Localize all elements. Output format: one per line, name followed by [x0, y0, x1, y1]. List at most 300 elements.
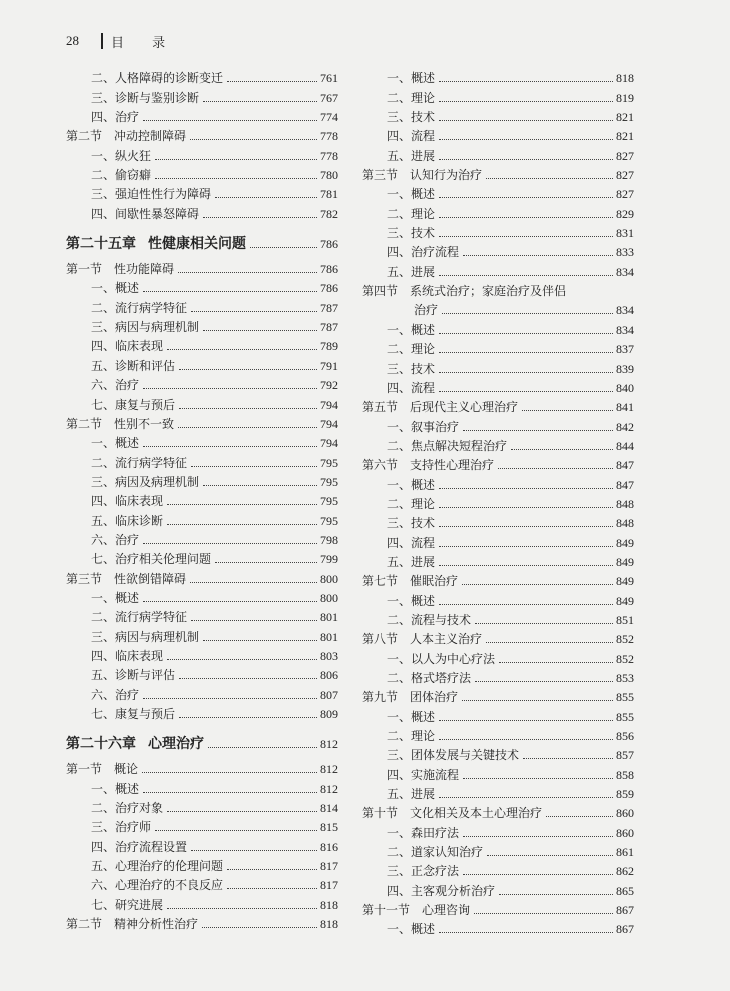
toc-entry-title	[66, 262, 175, 276]
toc-page-number: 814	[320, 801, 338, 816]
toc-item	[66, 431, 338, 450]
toc-item	[362, 259, 634, 278]
dot-leader	[143, 388, 317, 389]
toc-entry-title	[66, 533, 140, 547]
toc-entry-title	[362, 342, 436, 356]
toc-entry-title	[362, 323, 436, 337]
toc-entry-title	[66, 398, 176, 412]
dot-leader	[475, 681, 613, 682]
header-title: 目 录	[111, 35, 178, 51]
toc-entry-title	[66, 320, 200, 334]
dot-leader	[143, 120, 317, 121]
toc-page-number: 798	[320, 532, 338, 547]
toc-entry-title	[362, 381, 436, 395]
dot-leader	[190, 139, 317, 140]
toc-entry-title	[66, 129, 187, 143]
dot-leader	[439, 101, 613, 102]
toc-section	[362, 163, 634, 182]
toc-page-number: 821	[616, 110, 634, 125]
toc-page-number: 799	[320, 552, 338, 567]
toc-entry-label: 第十节	[362, 806, 399, 821]
toc-entry-text: 二、理论	[387, 90, 436, 105]
toc-page-number: 821	[616, 129, 634, 144]
dot-leader	[142, 772, 317, 773]
toc-item	[362, 85, 634, 104]
toc-page-number: 791	[320, 358, 338, 373]
toc-entry-label: 第二节	[66, 917, 103, 932]
toc-entry-title	[66, 456, 188, 470]
toc-entry-text: 三、团体发展与关键技术	[387, 748, 520, 763]
toc-entry-text: 三、诊断与鉴别诊断	[91, 90, 200, 105]
toc-page-number: 812	[320, 762, 338, 777]
toc-entry-text: 认知行为治疗	[410, 168, 483, 183]
toc-entry-text: 一、概述	[387, 709, 436, 724]
dot-leader	[439, 546, 613, 547]
toc-entry-text: 四、流程	[387, 535, 436, 550]
toc-item	[66, 276, 338, 295]
toc-entry-title	[66, 494, 164, 508]
toc-page-number: 831	[616, 226, 634, 241]
dot-leader	[439, 604, 613, 605]
toc-entry-title	[362, 168, 483, 182]
toc-entry-label: 第二节	[66, 416, 103, 431]
toc-entry-text: 团体治疗	[410, 690, 459, 705]
toc-entry-label: 第一节	[66, 762, 103, 777]
toc-entry-text: 一、概述	[91, 590, 140, 605]
toc-entry-text: 一、概述	[387, 187, 436, 202]
toc-entry-title	[66, 820, 152, 834]
dot-leader	[522, 410, 613, 411]
dot-leader	[523, 758, 613, 759]
dot-leader	[167, 524, 317, 525]
toc-page-number: 794	[320, 436, 338, 451]
toc-entry-label: 第三节	[362, 168, 399, 183]
toc-item	[362, 221, 634, 240]
toc-page-number: 849	[616, 593, 634, 608]
toc-entry-title	[362, 690, 459, 704]
dot-leader	[487, 855, 613, 856]
dot-leader	[511, 449, 613, 450]
toc-section	[362, 298, 634, 317]
toc-item	[66, 334, 338, 353]
toc-entry-text: 三、治疗师	[91, 820, 152, 835]
toc-entry-text: 心理治疗	[148, 736, 204, 752]
toc-item	[362, 356, 634, 375]
dot-leader	[439, 275, 613, 276]
toc-entry-title	[362, 536, 436, 550]
toc-entry-text: 二、流程与技术	[387, 612, 472, 627]
toc-entry-text: 冲动控制障碍	[114, 129, 187, 144]
dot-leader	[143, 698, 317, 699]
dot-leader	[179, 678, 317, 679]
toc-entry-text: 六、治疗	[91, 532, 140, 547]
toc-page-number: 827	[616, 187, 634, 202]
toc-entry-text: 一、概述	[387, 593, 436, 608]
toc-item	[66, 470, 338, 489]
toc-entry-label: 第一节	[66, 262, 103, 277]
toc-entry-title	[66, 207, 200, 221]
dot-leader	[499, 662, 613, 663]
toc-page-number: 801	[320, 629, 338, 644]
toc-page-number: 767	[320, 90, 338, 105]
toc-entry-text: 六、治疗	[91, 378, 140, 393]
dot-leader	[439, 391, 613, 392]
toc-page-number: 851	[616, 612, 634, 627]
page-number: 28	[66, 33, 79, 48]
toc-item	[66, 315, 338, 334]
toc-item	[362, 337, 634, 356]
dot-leader	[191, 850, 317, 851]
toc-item	[66, 143, 338, 162]
toc-entry-title	[362, 516, 436, 530]
toc-page-number: 855	[616, 690, 634, 705]
dot-leader	[439, 932, 613, 933]
toc-item	[66, 873, 338, 892]
toc-page-number: 829	[616, 206, 634, 221]
toc-item	[362, 704, 634, 723]
toc-entry-title	[66, 668, 176, 682]
dot-leader	[546, 816, 613, 817]
dot-leader	[191, 311, 317, 312]
toc-entry-title	[362, 129, 436, 143]
toc-item	[362, 782, 634, 801]
dot-leader	[203, 330, 317, 331]
dot-leader	[179, 369, 317, 370]
toc-entry-text: 五、进展	[387, 264, 436, 279]
toc-item	[362, 143, 634, 162]
toc-entry-text: 一、概述	[91, 281, 140, 296]
dot-leader	[439, 720, 613, 721]
dot-leader	[167, 908, 317, 909]
toc-page-number: 812	[320, 737, 338, 751]
toc-entry-title	[66, 110, 140, 124]
toc-page-number: 818	[616, 71, 634, 86]
toc-entry-title	[362, 613, 472, 627]
toc-page-number: 853	[616, 671, 634, 685]
toc-entry-text: 三、技术	[387, 110, 436, 125]
toc-entry-text: 人本主义治疗	[410, 632, 483, 647]
toc-entry-title	[66, 281, 140, 295]
toc-entry-title	[66, 237, 247, 251]
toc-page-number: 786	[320, 281, 338, 296]
toc-item	[362, 743, 634, 762]
toc-entry-text: 一、概述	[91, 781, 140, 796]
dot-leader	[462, 584, 613, 585]
dot-leader	[190, 582, 317, 583]
toc-entry-title	[362, 71, 436, 85]
toc-item	[362, 646, 634, 665]
dot-leader	[498, 468, 613, 469]
toc-entry-title	[362, 284, 567, 298]
toc-item	[66, 624, 338, 643]
toc-entry-text: 三、技术	[387, 226, 436, 241]
toc-item	[66, 586, 338, 605]
toc-entry-text: 精神分析性治疗	[114, 917, 199, 932]
toc-entry-title	[66, 782, 140, 796]
toc-entry-text: 五、临床诊断	[91, 513, 164, 528]
toc-item	[362, 472, 634, 491]
toc-page-number: 862	[616, 864, 634, 879]
toc-section	[66, 566, 338, 585]
toc-item	[66, 547, 338, 566]
toc-entry-title	[66, 917, 199, 931]
toc-entry-text: 支持性心理治疗	[410, 458, 495, 473]
toc-item	[362, 317, 634, 336]
header-divider	[101, 33, 103, 49]
dot-leader	[439, 333, 613, 334]
page-header	[66, 30, 177, 52]
toc-page-number: 834	[616, 303, 634, 318]
toc-entry-title	[362, 149, 436, 163]
toc-entry-text: 五、进展	[387, 148, 436, 163]
dot-leader	[215, 197, 317, 198]
dot-leader	[486, 178, 613, 179]
toc-entry-text: 四、主客观分析治疗	[387, 883, 496, 898]
dot-leader	[475, 623, 613, 624]
toc-entry-title	[66, 378, 140, 392]
dot-leader	[178, 427, 317, 428]
dot-leader	[167, 659, 317, 660]
toc-page-number: 834	[616, 264, 634, 279]
toc-item	[66, 182, 338, 201]
toc-page-number: 848	[616, 496, 634, 511]
dot-leader	[463, 778, 613, 779]
dot-leader	[203, 485, 317, 486]
toc-entry-title	[362, 652, 496, 666]
toc-item	[362, 414, 634, 433]
toc-entry-title	[362, 91, 436, 105]
toc-entry-label: 第二十五章	[66, 235, 136, 252]
dot-leader	[143, 446, 317, 447]
toc-entry-title	[66, 168, 152, 182]
dot-leader	[155, 830, 317, 831]
toc-entry-title	[66, 630, 200, 644]
toc-page-number: 809	[320, 707, 338, 721]
dot-leader	[439, 352, 613, 353]
toc-entry-text: 四、流程	[387, 129, 436, 144]
toc-entry-text: 三、技术	[387, 516, 436, 531]
toc-item	[362, 762, 634, 781]
toc-entry-title	[66, 436, 140, 450]
toc-page-number: 859	[616, 787, 634, 802]
toc-entry-text: 性欲倒错障碍	[114, 571, 187, 586]
toc-page-number: 852	[616, 632, 634, 647]
toc-item	[362, 434, 634, 453]
toc-page-number: 860	[616, 806, 634, 821]
toc-entry-text: 二、流行病学特征	[91, 455, 188, 470]
toc-entry-title	[362, 265, 436, 279]
toc-entry-text: 性功能障碍	[114, 262, 175, 277]
toc-page-number: 789	[320, 339, 338, 354]
toc-entry-label: 第三节	[66, 571, 103, 586]
toc-entry-title	[362, 787, 436, 801]
toc-page-number: 867	[616, 922, 634, 937]
toc-section	[66, 124, 338, 143]
toc-column-left	[66, 66, 338, 931]
toc-item	[362, 840, 634, 859]
toc-page-number: 852	[616, 651, 634, 666]
toc-entry-text: 系统式治疗；家庭治疗及伴侣	[410, 284, 567, 299]
toc-section	[362, 685, 634, 704]
toc-entry-title	[66, 898, 164, 912]
toc-entry-text: 二、焦点解决短程治疗	[387, 438, 508, 453]
toc-item	[362, 666, 634, 685]
toc-item	[362, 724, 634, 743]
toc-page-number: 795	[320, 494, 338, 509]
dot-leader	[463, 874, 613, 875]
toc-entry-text: 一、概述	[91, 436, 140, 451]
toc-entry-text: 四、治疗流程设置	[91, 839, 188, 854]
dot-leader	[143, 601, 317, 602]
toc-section	[362, 395, 634, 414]
toc-entry-text: 四、间歇性暴怒障碍	[91, 206, 200, 221]
toc-entry-title	[362, 864, 460, 878]
dot-leader	[463, 255, 613, 256]
toc-entry-text: 二、治疗对象	[91, 801, 164, 816]
toc-entry-title	[362, 594, 436, 608]
toc-item	[362, 530, 634, 549]
toc-item	[66, 854, 338, 873]
toc-page-number: 819	[616, 90, 634, 105]
toc-item	[66, 66, 338, 85]
toc-page-number: 841	[616, 400, 634, 415]
toc-item	[66, 682, 338, 701]
toc-entry-text: 二、流行病学特征	[91, 610, 188, 625]
toc-entry-text: 四、实施流程	[387, 767, 460, 782]
toc-entry-label: 第四节	[362, 284, 399, 299]
toc-entry-title	[362, 497, 436, 511]
toc-page-number: 778	[320, 129, 338, 144]
toc-entry-title	[362, 478, 436, 492]
dot-leader	[227, 888, 317, 889]
dot-leader	[167, 504, 317, 505]
toc-page-number: 807	[320, 687, 338, 702]
toc-entry-text: 催眠治疗	[410, 574, 459, 589]
toc-item	[362, 105, 634, 124]
dot-leader	[439, 797, 613, 798]
toc-page-number: 786	[320, 262, 338, 277]
toc-section	[362, 801, 634, 820]
toc-entry-title	[66, 91, 200, 105]
toc-entry-text: 二、格式塔疗法	[387, 671, 472, 685]
toc-entry-text: 二、理论	[387, 729, 436, 744]
toc-page-number: 827	[616, 148, 634, 163]
toc-entry-title	[362, 729, 436, 743]
toc-page-number: 847	[616, 458, 634, 473]
toc-entry-title	[362, 362, 436, 376]
toc-item	[362, 550, 634, 569]
dot-leader	[191, 466, 317, 467]
toc-entry-text: 六、治疗	[91, 687, 140, 702]
toc-entry-text: 一、概述	[387, 477, 436, 492]
toc-item	[66, 85, 338, 104]
toc-entry-label: 第七节	[362, 574, 399, 589]
toc-entry-title	[362, 420, 460, 434]
toc-entry-title	[66, 149, 152, 163]
dot-leader	[227, 81, 317, 82]
toc-section	[66, 757, 338, 776]
toc-entry-text: 概论	[114, 762, 139, 777]
dot-leader	[191, 620, 317, 621]
toc-entry-title	[66, 840, 188, 854]
toc-entry-text: 治疗	[414, 303, 439, 318]
toc-entry-text: 四、流程	[387, 380, 436, 395]
toc-page-number: 837	[616, 342, 634, 357]
toc-page-number: 818	[320, 917, 338, 932]
toc-entry-title	[362, 806, 543, 820]
toc-page-number: 834	[616, 322, 634, 337]
toc-item	[66, 373, 338, 392]
toc-entry-title	[362, 207, 436, 221]
toc-entry-text: 七、康复与预后	[91, 707, 176, 721]
toc-entry-title	[362, 671, 472, 685]
toc-entry-text: 五、进展	[387, 554, 436, 569]
toc-entry-title	[66, 339, 164, 353]
toc-entry-title	[362, 748, 520, 762]
toc-page-number: 857	[616, 748, 634, 763]
toc-entry-title	[66, 801, 164, 815]
toc-entry-title	[362, 226, 436, 240]
dot-leader	[179, 408, 317, 409]
toc-entry-title	[362, 187, 436, 201]
toc-entry-text: 二、人格障碍的诊断变迁	[91, 71, 224, 86]
toc-section	[362, 569, 634, 588]
toc-page-number: 849	[616, 554, 634, 569]
toc-page-number: 816	[320, 839, 338, 854]
dot-leader	[442, 313, 613, 314]
toc-entry-text: 后现代主义心理治疗	[410, 400, 519, 415]
toc-entry-title	[66, 688, 140, 702]
toc-entry-title	[66, 610, 188, 624]
toc-entry-text: 二、道家认知治疗	[387, 845, 484, 860]
toc-page-number: 848	[616, 516, 634, 531]
dot-leader	[439, 565, 613, 566]
toc-item	[66, 163, 338, 182]
toc-entry-title	[66, 417, 175, 431]
toc-page-number: 787	[320, 300, 338, 315]
toc-page-number: 817	[320, 878, 338, 893]
toc-entry-text: 二、偷窃癖	[91, 168, 152, 183]
toc-page-number: 855	[616, 709, 634, 724]
toc-entry-text: 五、进展	[387, 787, 436, 802]
toc-page-number: 827	[616, 168, 634, 183]
dot-leader	[203, 217, 317, 218]
toc-entry-text: 一、纵火狂	[91, 148, 152, 163]
toc-item	[66, 796, 338, 815]
toc-item	[66, 528, 338, 547]
toc-item	[66, 834, 338, 853]
dot-leader	[463, 430, 613, 431]
toc-entry-text: 一、森田疗法	[387, 825, 460, 840]
toc-page-number: 794	[320, 416, 338, 431]
toc-item	[362, 588, 634, 607]
toc-entry-text: 三、正念疗法	[387, 864, 460, 879]
toc-item	[66, 105, 338, 124]
toc-entry-text: 一、以人为中心疗法	[387, 651, 496, 666]
toc-entry-title	[362, 245, 460, 259]
toc-entry-title	[362, 555, 436, 569]
toc-item	[66, 815, 338, 834]
toc-entry-label: 第十一节	[362, 903, 411, 918]
toc-page-number: 858	[616, 767, 634, 782]
toc-section	[66, 412, 338, 431]
toc-item	[66, 508, 338, 527]
toc-entry-title	[66, 591, 140, 605]
toc-page-number: 800	[320, 590, 338, 605]
toc-chapter	[66, 231, 338, 251]
dot-leader	[439, 139, 613, 140]
dot-leader	[215, 562, 317, 563]
